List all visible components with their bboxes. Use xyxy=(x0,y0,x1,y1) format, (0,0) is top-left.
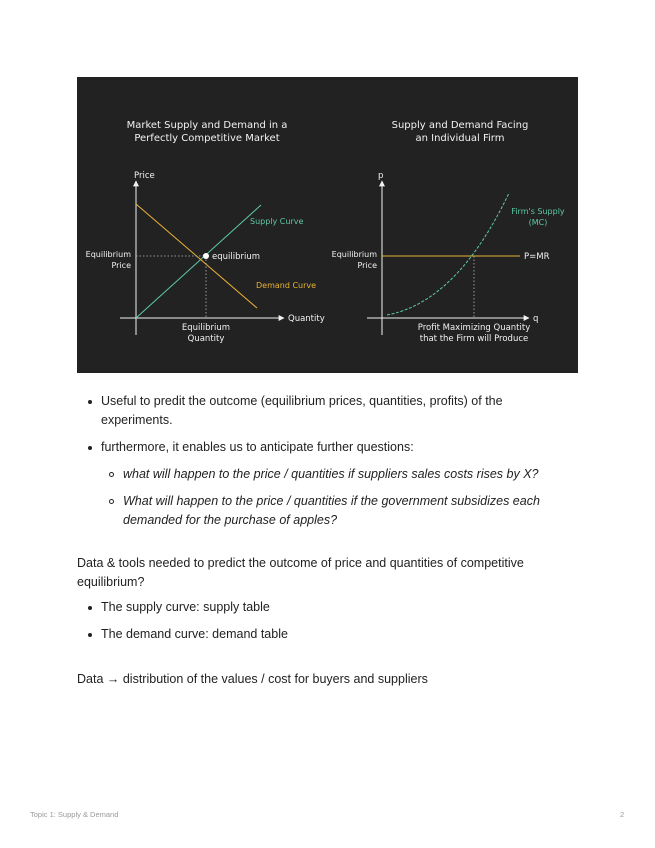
main-bullet-list xyxy=(77,392,577,530)
right-x-axis-label: q xyxy=(533,314,539,324)
list-item xyxy=(101,492,577,530)
tools-question: Data & tools needed to predict the outcome of price and quantities of competitive equilibrium? xyxy=(77,556,524,589)
right-q-label-2: that the Firm will Produce xyxy=(419,334,529,344)
demand-curve-label: Demand Curve xyxy=(256,281,317,290)
bullet-text: furthermore, it enables us to anticipate further questions: xyxy=(101,440,414,454)
left-eq-qty-1: Equilibrium xyxy=(181,323,231,333)
firm-supply-curve xyxy=(387,193,509,315)
list-item xyxy=(77,625,577,644)
left-eq-price-2: Price xyxy=(111,261,131,270)
page-number: 2 xyxy=(620,810,625,819)
right-chart-title-2: an Individual Firm xyxy=(415,133,505,144)
list-item xyxy=(77,392,577,430)
left-y-axis-label: Price xyxy=(134,171,155,181)
tool-text: The demand curve: demand table xyxy=(101,627,288,641)
left-eq-price-1: Equilibrium xyxy=(85,250,131,259)
left-chart-title-1: Market Supply and Demand in a xyxy=(126,120,288,131)
sub-bullet-text: What will happen to the price / quantities if the government subsidizes each demanded for the purchase of apples? xyxy=(123,494,540,527)
left-x-axis-label: Quantity xyxy=(288,314,325,324)
right-chart xyxy=(332,120,565,344)
supply-demand-figure xyxy=(77,77,578,373)
tool-text: The supply curve: supply table xyxy=(101,600,270,614)
pmr-label: P=MR xyxy=(524,252,550,262)
left-chart-title-2: Perfectly Competitive Market xyxy=(134,133,280,144)
firm-supply-label-2: (MC) xyxy=(528,218,548,227)
left-chart xyxy=(86,120,325,344)
left-eq-qty-2: Quantity xyxy=(187,334,225,344)
list-item xyxy=(101,465,577,484)
right-q-label-1: Profit Maximizing Quantity xyxy=(417,323,531,333)
firm-supply-label-1: Firm's Supply xyxy=(511,207,565,216)
bullet-text: Useful to predit the outcome (equilibrium prices, quantities, profits) of the experiments. xyxy=(101,394,503,427)
equilibrium-point xyxy=(203,253,209,259)
page-content xyxy=(77,392,577,689)
right-eq-price-1: Equilibrium xyxy=(331,250,377,259)
sub-bullet-text: what will happen to the price / quantities if suppliers sales costs rises by X? xyxy=(123,467,539,481)
data-line: Data → distribution of the values / cost for buyers and suppliers xyxy=(77,672,428,686)
figure-svg xyxy=(77,77,578,373)
list-item xyxy=(77,598,577,617)
equilibrium-label: equilibrium xyxy=(212,252,261,262)
sub-bullet-list xyxy=(101,465,577,530)
list-item xyxy=(77,438,577,530)
right-eq-price-2: Price xyxy=(357,261,377,270)
right-chart-title-1: Supply and Demand Facing xyxy=(391,120,529,131)
tools-list xyxy=(77,598,577,644)
right-y-axis-label: p xyxy=(378,171,384,181)
footer-topic: Topic 1: Supply & Demand xyxy=(30,810,119,819)
supply-curve-label: Supply Curve xyxy=(250,217,304,226)
